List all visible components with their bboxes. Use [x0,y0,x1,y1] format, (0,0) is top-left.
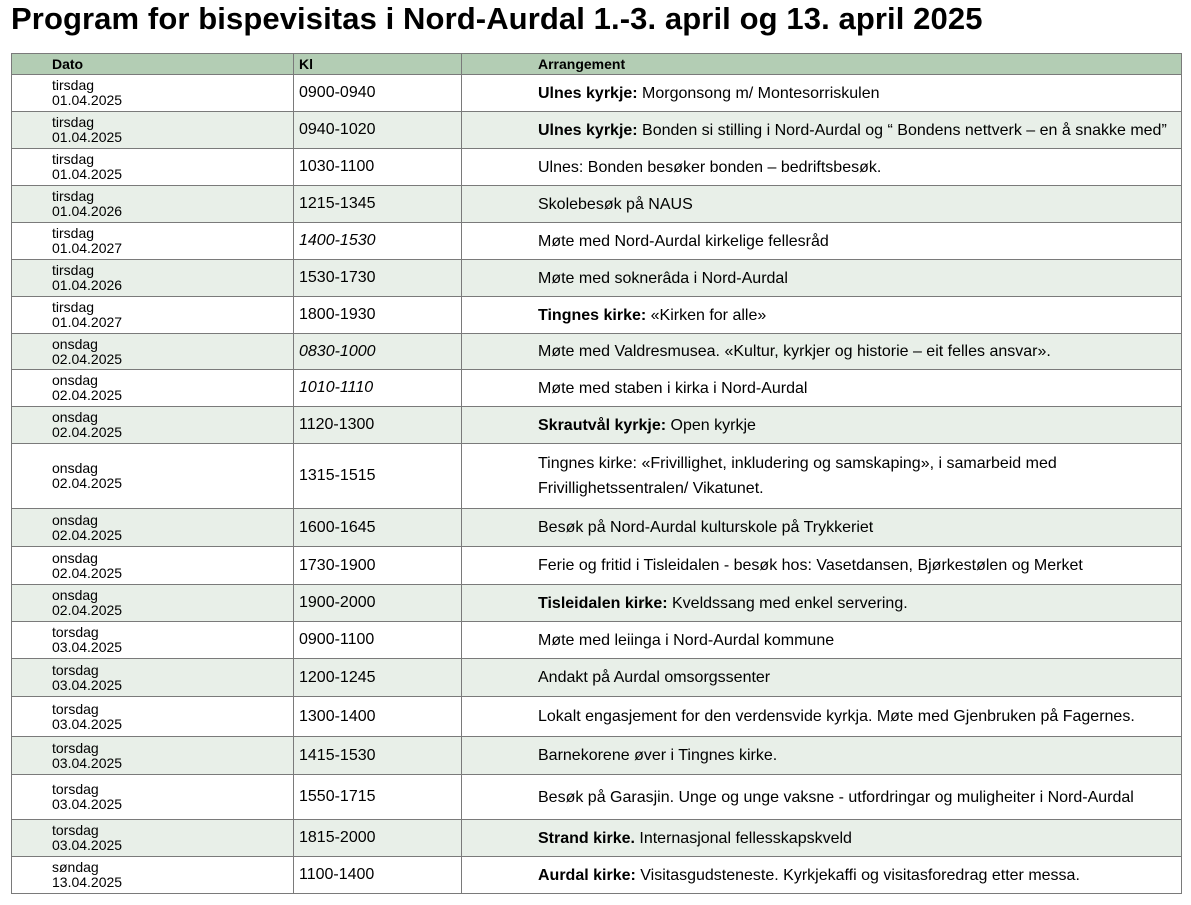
row-event [462,509,1182,547]
row-weekday: onsdag [52,511,98,528]
row-event [462,547,1182,585]
table-row [12,820,1182,857]
table-row [12,659,1182,697]
row-time: 1100-1400 [294,857,462,894]
row-weekday: tirsdag [52,151,95,167]
row-event [462,444,1182,509]
row-time: 1030-1100 [294,149,462,186]
row-date-cell [12,334,294,370]
row-event [462,260,1182,297]
table-row [12,297,1182,334]
row-time: 1730-1900 [294,547,462,585]
row-time: 1200-1245 [294,659,462,697]
event-description: Morgonsong m/ Montesorriskulen [637,84,880,102]
row-date-cell [12,297,294,334]
row-date: 03.04.2025 [52,676,123,693]
row-weekday: onsdag [52,460,98,476]
row-time: 0900-0940 [294,75,462,112]
table-row [12,75,1182,112]
row-weekday: torsdag [52,822,99,838]
event-description: Visitasgudsteneste. Kyrkjekaffi og visitasforedrag etter messa. [635,866,1080,884]
event-description: Ferie og fritid i Tisleidalen - besøk hos: Vasetdansen, Bjørkestølen og Merket [538,557,1083,574]
table-row [12,186,1182,223]
event-description: Barnekorene øver i Tingnes kirke. [538,747,778,764]
row-time: 1900-2000 [294,585,462,622]
row-event [462,737,1182,775]
row-date: 01.04.2027 [52,314,123,330]
row-weekday: onsdag [52,549,98,566]
row-weekday: tirsdag [52,225,95,241]
table-row [12,444,1182,509]
row-weekday: torsdag [52,739,99,756]
page-title: Program for bispevisitas i Nord-Aurdal 1.-3. april og 13. april 2025 [11,1,983,36]
row-event [462,75,1182,112]
table-row [12,370,1182,407]
row-date-cell [12,659,294,697]
event-venue: Skrautvål kyrkje: [538,416,667,434]
row-time: 0900-1100 [294,622,462,659]
row-date-cell [12,444,294,509]
row-weekday: torsdag [52,661,99,678]
row-weekday: tirsdag [52,114,95,130]
row-weekday: tirsdag [52,77,95,93]
row-event [462,697,1182,737]
event-venue: Ulnes kyrkje: [538,84,638,102]
row-date: 13.04.2025 [52,874,123,890]
row-event [462,622,1182,659]
table-row [12,547,1182,585]
event-venue: Ulnes kyrkje: [538,121,638,139]
header-date: Dato [12,54,294,75]
row-event [462,149,1182,186]
table-row [12,334,1182,370]
row-event [462,223,1182,260]
row-date-cell [12,775,294,820]
table-row [12,622,1182,659]
row-event [462,820,1182,857]
event-description: Møte med Valdresmusea. «Kultur, kyrkjer og historie – eit felles ansvar». [538,343,1051,360]
event-description: Ulnes: Bonden besøker bonden – bedriftsbesøk. [538,158,882,176]
row-date: 02.04.2025 [52,424,123,440]
row-weekday: søndag [52,859,99,875]
row-date: 01.04.2026 [52,277,123,293]
header-event: Arrangement [462,54,1182,75]
row-event [462,112,1182,149]
row-time: 1800-1930 [294,297,462,334]
event-description: Kveldssang med enkel servering. [667,594,908,612]
row-time: 1815-2000 [294,820,462,857]
row-date-cell [12,186,294,223]
event-description: Tingnes kirke: «Frivillighet, inkludering og samskaping», i samarbeid med Frivillighetssentralen/ Vikatunet. [538,455,1057,497]
table-row [12,112,1182,149]
row-date-cell [12,697,294,737]
row-event [462,585,1182,622]
table-row [12,509,1182,547]
row-date-cell [12,75,294,112]
table-row [12,697,1182,737]
row-time: 1010-1110 [294,370,462,407]
event-description: Open kyrkje [666,416,756,434]
row-date: 01.04.2025 [52,166,123,182]
row-date: 01.04.2026 [52,203,123,219]
row-date-cell [12,223,294,260]
row-date-cell [12,857,294,894]
table-row [12,737,1182,775]
row-event [462,370,1182,407]
row-weekday: tirsdag [52,188,95,204]
table-row [12,857,1182,894]
event-description: «Kirken for alle» [646,306,767,324]
event-description: Internasjonal fellesskapskveld [634,829,852,847]
row-weekday: tirsdag [52,299,95,315]
row-time: 1215-1345 [294,186,462,223]
row-date: 03.04.2025 [52,837,123,853]
row-time: 0830-1000 [294,334,462,370]
event-venue: Tingnes kirke: [538,306,647,324]
event-description: Besøk på Nord-Aurdal kulturskole på Trykkeriet [538,519,874,536]
row-date: 01.04.2025 [52,129,123,145]
row-time: 1600-1645 [294,509,462,547]
row-event [462,775,1182,820]
row-date: 01.04.2027 [52,240,123,256]
row-date: 02.04.2025 [52,387,123,403]
row-date: 02.04.2025 [52,475,123,491]
row-time: 1400-1530 [294,223,462,260]
row-date-cell [12,737,294,775]
row-date-cell [12,547,294,585]
row-weekday: onsdag [52,372,98,388]
event-description: Møte med Nord-Aurdal kirkelige fellesråd [538,232,829,250]
row-weekday: onsdag [52,409,98,425]
row-event [462,186,1182,223]
row-date-cell [12,407,294,444]
row-date: 02.04.2025 [52,602,123,618]
row-weekday: torsdag [52,781,99,797]
row-event [462,407,1182,444]
table-header-row [12,54,1182,75]
row-date-cell [12,260,294,297]
row-time: 1530-1730 [294,260,462,297]
table-body [12,75,1182,894]
event-description: Bonden si stilling i Nord-Aurdal og “ Bondens nettverk – en å snakke med” [637,121,1167,139]
event-venue: Tisleidalen kirke: [538,594,668,612]
row-date-cell [12,585,294,622]
program-table [11,53,1182,894]
row-date-cell [12,820,294,857]
row-date-cell [12,622,294,659]
row-weekday: onsdag [52,587,98,603]
table-row [12,775,1182,820]
row-event [462,659,1182,697]
row-time: 0940-1020 [294,112,462,149]
row-time: 1415-1530 [294,737,462,775]
event-venue: Aurdal kirke: [538,866,636,884]
table-row [12,260,1182,297]
table-row [12,223,1182,260]
row-date: 03.04.2025 [52,639,123,655]
row-date: 03.04.2025 [52,754,123,771]
row-time: 1120-1300 [294,407,462,444]
row-date: 01.04.2025 [52,92,123,108]
row-time: 1315-1515 [294,444,462,509]
event-venue: Strand kirke. [538,829,635,847]
event-description: Besøk på Garasjin. Unge og unge vaksne - utfordringar og muligheiter i Nord-Aurdal [538,788,1134,806]
row-date-cell [12,149,294,186]
event-description: Andakt på Aurdal omsorgssenter [538,669,771,686]
row-weekday: onsdag [52,335,98,352]
event-description: Møte med staben i kirka i Nord-Aurdal [538,379,808,397]
row-date: 02.04.2025 [52,564,123,581]
row-date-cell [12,112,294,149]
table-row [12,585,1182,622]
row-date: 02.04.2025 [52,526,123,543]
header-time: Kl [294,54,462,75]
event-description: Møte med leiinga i Nord-Aurdal kommune [538,631,835,649]
row-date-cell [12,509,294,547]
row-weekday: torsdag [52,624,99,640]
row-event [462,334,1182,370]
row-event [462,857,1182,894]
row-time: 1300-1400 [294,697,462,737]
table-row [12,407,1182,444]
row-time: 1550-1715 [294,775,462,820]
row-date: 03.04.2025 [52,796,123,812]
event-description: Møte med soknerâda i Nord-Aurdal [538,269,788,287]
event-description: Lokalt engasjement for den verdensvide kyrkja. Møte med Gjenbruken på Fagernes. [538,708,1135,725]
row-weekday: tirsdag [52,262,95,278]
table-row [12,149,1182,186]
row-date-cell [12,370,294,407]
row-date: 02.04.2025 [52,350,123,367]
row-date: 03.04.2025 [52,715,123,732]
row-weekday: torsdag [52,700,99,717]
event-description: Skolebesøk på NAUS [538,195,693,213]
row-event [462,297,1182,334]
